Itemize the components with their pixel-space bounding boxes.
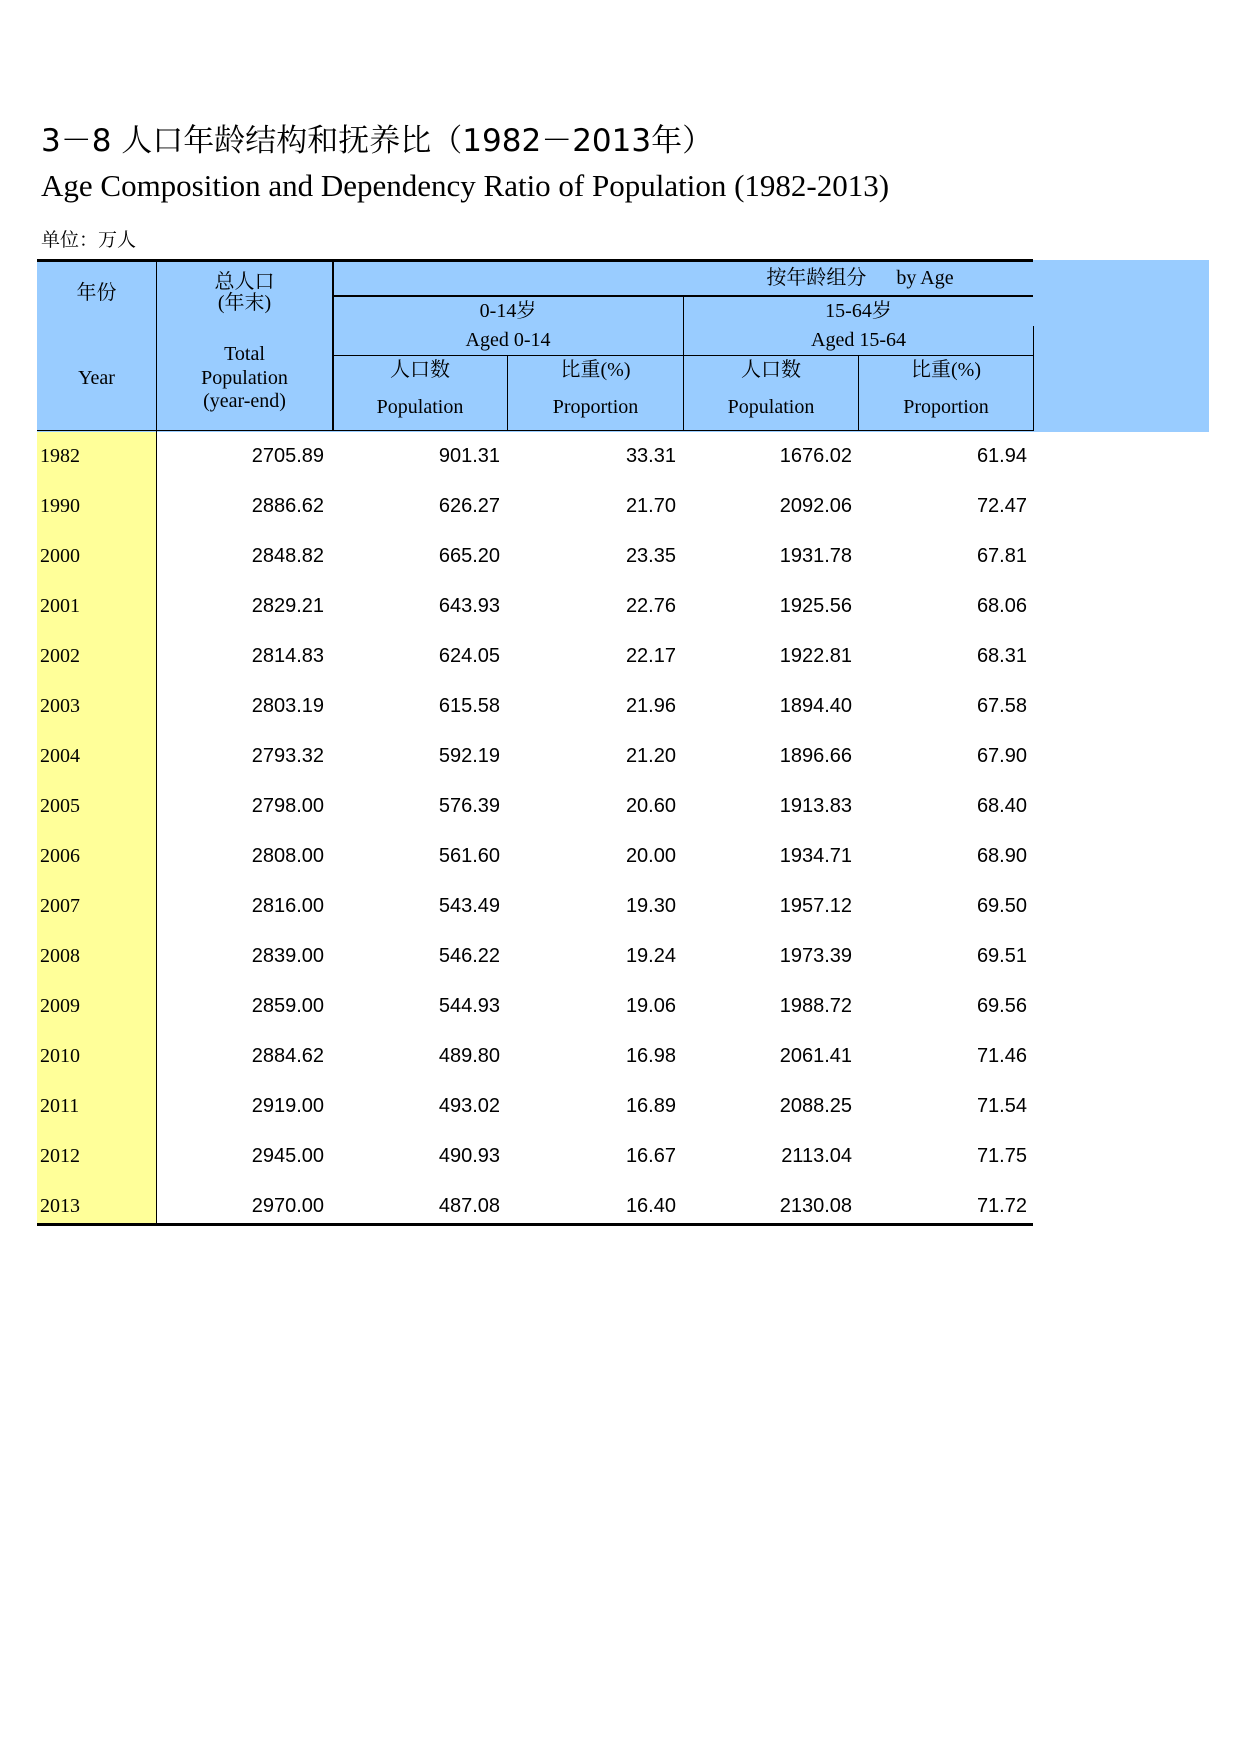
table-row: [37, 831, 1033, 881]
table-row: [37, 981, 1033, 1031]
table-row: [37, 681, 1033, 731]
pop1564-cell: 2061.41: [779, 1045, 852, 1067]
header-total-en-2: Population: [201, 367, 288, 389]
pop1564-cell: 2130.08: [779, 1195, 852, 1217]
prop014-cell: 16.89: [625, 1095, 676, 1117]
header-prop1-cn: 比重(%): [560, 359, 631, 381]
prop014-cell: 16.98: [625, 1045, 676, 1067]
table-row: [37, 781, 1033, 831]
header-pop2-cn: 人口数: [741, 359, 801, 381]
pop014-cell: 490.93: [438, 1145, 500, 1167]
year-cell: 2011: [40, 1095, 80, 1117]
total-cell: 2859.00: [251, 995, 324, 1017]
header-prop1-en: Proportion: [552, 396, 639, 418]
header-year-cn: 年份: [76, 282, 117, 304]
prop014-cell: 21.20: [625, 745, 676, 767]
prop1564-cell: 71.72: [976, 1195, 1027, 1217]
prop014-cell: 16.67: [625, 1145, 676, 1167]
pop1564-cell: 1894.40: [779, 695, 852, 717]
prop014-cell: 19.24: [625, 945, 676, 967]
prop014-cell: 20.00: [625, 845, 676, 867]
page-title-en: Age Composition and Dependency Ratio of Population (1982-2013): [41, 168, 890, 203]
pop014-cell: 546.22: [438, 945, 500, 967]
pop014-cell: 615.58: [438, 695, 500, 717]
pop1564-cell: 1896.66: [779, 745, 852, 767]
header-prop2-cn: 比重(%): [911, 359, 981, 381]
pop1564-cell: 2092.06: [779, 495, 852, 517]
header-pop2-en: Population: [727, 396, 815, 418]
header-by-age: 按年龄组分 by Age: [766, 267, 954, 289]
year-cell: 2002: [40, 645, 80, 667]
table-row: [37, 481, 1033, 531]
header-total-cn: 总人口: [214, 271, 275, 293]
header-pop1-en: Population: [376, 396, 464, 418]
total-cell: 2884.62: [251, 1045, 324, 1067]
total-cell: 2816.00: [251, 895, 324, 917]
table-row: [37, 1081, 1033, 1131]
prop1564-cell: 67.58: [976, 695, 1027, 717]
pop1564-cell: 1934.71: [779, 845, 852, 867]
pop1564-cell: 1676.02: [779, 445, 852, 467]
year-cell: 2006: [40, 845, 80, 867]
header-prop2-en: Proportion: [903, 396, 989, 418]
header-group2-cn: 15-64岁: [825, 300, 892, 322]
pop014-cell: 643.93: [438, 595, 500, 617]
table-row: [37, 631, 1033, 681]
header-year-en: Year: [78, 367, 115, 389]
year-cell: 2001: [40, 595, 80, 617]
header-total-en-3: (year-end): [203, 390, 286, 412]
pop014-cell: 624.05: [438, 645, 500, 667]
prop1564-cell: 68.31: [976, 645, 1027, 667]
total-cell: 2798.00: [251, 795, 324, 817]
header-group2-en: Aged 15-64: [811, 329, 906, 351]
total-cell: 2705.89: [251, 445, 324, 467]
pop014-cell: 561.60: [438, 845, 500, 867]
table-top-rule: [37, 259, 1033, 262]
pop1564-cell: 1988.72: [779, 995, 852, 1017]
prop014-cell: 20.60: [625, 795, 676, 817]
table-right-edge: [1033, 326, 1034, 431]
header-total-cn-sub: (年末): [217, 292, 272, 314]
total-cell: 2814.83: [251, 645, 324, 667]
prop1564-cell: 69.50: [976, 895, 1027, 917]
table-row: [37, 931, 1033, 981]
total-cell: 2848.82: [251, 545, 324, 567]
pop1564-cell: 1931.78: [779, 545, 852, 567]
prop1564-cell: 61.94: [976, 445, 1027, 467]
header-total-en-1: Total: [224, 343, 265, 365]
prop014-cell: 21.70: [625, 495, 676, 517]
pop1564-cell: 1957.12: [779, 895, 852, 917]
year-cell: 2008: [40, 945, 80, 967]
prop014-cell: 22.76: [625, 595, 676, 617]
year-cell: 1982: [40, 445, 80, 467]
prop014-cell: 23.35: [625, 545, 676, 567]
prop1564-cell: 71.54: [976, 1095, 1027, 1117]
total-cell: 2803.19: [251, 695, 324, 717]
pop014-cell: 576.39: [438, 795, 500, 817]
year-cell: 2010: [40, 1045, 80, 1067]
prop1564-cell: 71.75: [976, 1145, 1027, 1167]
prop1564-cell: 71.46: [976, 1045, 1027, 1067]
prop014-cell: 19.30: [625, 895, 676, 917]
prop1564-cell: 67.90: [976, 745, 1027, 767]
pop014-cell: 543.49: [438, 895, 500, 917]
prop1564-cell: 72.47: [976, 495, 1027, 517]
pop014-cell: 544.93: [438, 995, 500, 1017]
pop1564-cell: 2113.04: [781, 1145, 852, 1167]
pop014-cell: 626.27: [438, 495, 500, 517]
total-cell: 2839.00: [251, 945, 324, 967]
header-group1-en: Aged 0-14: [465, 329, 551, 351]
prop1564-cell: 68.06: [976, 595, 1027, 617]
pop1564-cell: 1925.56: [779, 595, 852, 617]
table-row: [37, 531, 1033, 581]
prop1564-cell: 69.51: [976, 945, 1027, 967]
table-row: [37, 1131, 1033, 1181]
table-row: [37, 1031, 1033, 1081]
pop014-cell: 493.02: [438, 1095, 500, 1117]
year-cell: 2012: [40, 1145, 80, 1167]
prop1564-cell: 69.56: [976, 995, 1027, 1017]
page-title-cn: 3－8 人口年龄结构和抚养比（1982－2013年）: [41, 123, 714, 159]
pop014-cell: 665.20: [438, 545, 500, 567]
total-cell: 2829.21: [251, 595, 324, 617]
table-row: [37, 431, 1033, 481]
prop014-cell: 21.96: [625, 695, 676, 717]
pop014-cell: 901.31: [438, 445, 500, 467]
prop1564-cell: 68.90: [976, 845, 1027, 867]
pop1564-cell: 1922.81: [779, 645, 852, 667]
total-cell: 2808.00: [251, 845, 324, 867]
pop1564-cell: 1913.83: [779, 795, 852, 817]
total-cell: 2886.62: [251, 495, 324, 517]
year-cell: 1990: [40, 495, 80, 517]
header-pop1-cn: 人口数: [390, 359, 450, 381]
total-cell: 2793.32: [251, 745, 324, 767]
year-cell: 2005: [40, 795, 80, 817]
pop014-cell: 489.80: [438, 1045, 500, 1067]
prop014-cell: 19.06: [625, 995, 676, 1017]
year-cell: 2000: [40, 545, 80, 567]
table-row: [37, 1181, 1033, 1231]
year-cell: 2007: [40, 895, 80, 917]
unit-label: 单位：万人: [41, 229, 137, 251]
year-cell: 2009: [40, 995, 80, 1017]
pop1564-cell: 2088.25: [779, 1095, 852, 1117]
total-cell: 2970.00: [251, 1195, 324, 1217]
year-cell: 2003: [40, 695, 80, 717]
header-group1-cn: 0-14岁: [479, 300, 537, 322]
prop014-cell: 33.31: [625, 445, 676, 467]
total-cell: 2919.00: [251, 1095, 324, 1117]
table-row: [37, 881, 1033, 931]
year-cell: 2004: [40, 745, 80, 767]
table-row: [37, 581, 1033, 631]
year-cell: 2013: [40, 1195, 80, 1217]
prop014-cell: 16.40: [625, 1195, 676, 1217]
pop014-cell: 592.19: [438, 745, 500, 767]
prop014-cell: 22.17: [625, 645, 676, 667]
pop014-cell: 487.08: [438, 1195, 500, 1217]
total-cell: 2945.00: [251, 1145, 324, 1167]
pop1564-cell: 1973.39: [779, 945, 852, 967]
table-row: [37, 731, 1033, 781]
prop1564-cell: 68.40: [976, 795, 1027, 817]
prop1564-cell: 67.81: [976, 545, 1027, 567]
